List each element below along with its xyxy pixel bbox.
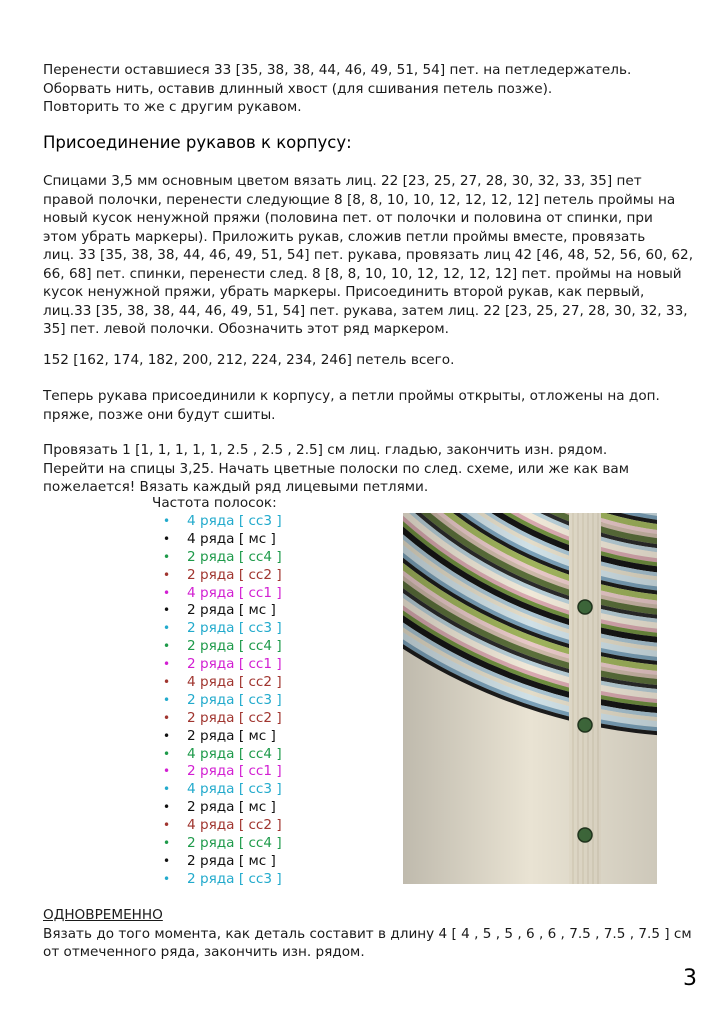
stripe-row bbox=[163, 674, 282, 692]
stripe-row bbox=[163, 602, 282, 620]
stripe-row-text: 2 ряда [ cc3 ] bbox=[187, 870, 282, 887]
bullet-icon: • bbox=[163, 710, 171, 725]
stripe-row bbox=[163, 620, 282, 638]
stripe-row-text: 2 ряда [ cc1 ] bbox=[187, 656, 282, 673]
stripe-row bbox=[163, 692, 282, 710]
text-line: кусок ненужной пряжи, убрать маркеры. Присоединить второй рукав, как первый, bbox=[43, 284, 645, 300]
stripe-row-text: 4 ряда [ cc2 ] bbox=[187, 817, 282, 834]
stripe-row-text: 4 ряда [ cc3 ] bbox=[187, 513, 282, 529]
intro-paragraph bbox=[43, 61, 693, 117]
bullet-icon: • bbox=[163, 818, 171, 833]
stripe-row bbox=[163, 799, 282, 817]
text-line: 66, 68] пет. спинки, перенести след. 8 [8, 8, 10, 10, 12, 12, 12, 12] пет. проймы на новый bbox=[43, 265, 682, 282]
bullet-icon: • bbox=[163, 657, 171, 672]
bullet-icon: • bbox=[163, 871, 171, 886]
stripe-row-text: 2 ряда [ мс ] bbox=[187, 799, 276, 816]
stripe-row-text: 4 ряда [ cc4 ] bbox=[187, 745, 282, 762]
stripe-row bbox=[163, 567, 282, 585]
stripe-row bbox=[163, 817, 282, 835]
simultaneously-heading: ОДНОВРЕМЕННО bbox=[43, 907, 163, 923]
page-number: 3 bbox=[683, 966, 697, 991]
text-line: Теперь рукава присоединили к корпусу, а петли проймы открыты, отложены на доп. bbox=[43, 388, 660, 404]
stripe-row bbox=[163, 656, 282, 674]
text-line: Повторить то же с другим рукавом. bbox=[43, 99, 302, 115]
bullet-icon: • bbox=[163, 782, 171, 797]
section-heading: Присоединение рукавов к корпусу: bbox=[43, 133, 352, 152]
text-line: Вязать до того момента, как деталь составит в длину 4 [ 4 , 5 , 5 , 6 , 6 , 7.5 , 7.5 , 7.5 ] см bbox=[43, 925, 692, 942]
stripe-row-text: 2 ряда [ cc4 ] bbox=[187, 548, 282, 565]
bullet-icon: • bbox=[163, 549, 171, 564]
simultaneously-section bbox=[43, 906, 693, 962]
text-line: правой полочки, перенести следующие 8 [8, 8, 10, 10, 12, 12, 12, 12] петель проймы на bbox=[43, 191, 676, 208]
text-line: новый кусок ненужной пряжи (половина пет. от полочки и половина от спинки, при bbox=[43, 210, 653, 226]
stripe-row-text: 2 ряда [ cc2 ] bbox=[187, 566, 282, 583]
bullet-icon: • bbox=[163, 567, 171, 582]
stripe-row-text: 2 ряда [ cc4 ] bbox=[187, 835, 282, 852]
stripe-row bbox=[163, 549, 282, 567]
sleeves-joined-paragraph bbox=[43, 387, 693, 424]
stripe-row bbox=[163, 585, 282, 603]
stripe-row-text: 4 ряда [ cc3 ] bbox=[187, 781, 282, 798]
stripe-row-text: 4 ряда [ cc2 ] bbox=[187, 674, 282, 691]
stripe-row bbox=[163, 871, 282, 889]
stripe-row bbox=[163, 728, 282, 746]
stripe-row-text: 2 ряда [ cc4 ] bbox=[187, 638, 282, 655]
bullet-icon: • bbox=[163, 675, 171, 690]
bullet-icon: • bbox=[163, 746, 171, 761]
bullet-icon: • bbox=[163, 853, 171, 868]
text-line: от отмеченного ряда, закончить изн. рядом. bbox=[43, 944, 365, 960]
stripe-row bbox=[163, 638, 282, 656]
stripe-row-text: 4 ряда [ мс ] bbox=[187, 530, 276, 547]
text-line: Перенести оставшиеся 33 [35, 38, 38, 44, 46, 49, 51, 54] пет. на петледержатель. bbox=[43, 62, 632, 78]
total-stitches: 152 [162, 174, 182, 200, 212, 224, 234, 246] петель всего. bbox=[43, 352, 455, 368]
bullet-icon: • bbox=[163, 621, 171, 636]
bullet-icon: • bbox=[163, 728, 171, 743]
bullet-icon: • bbox=[163, 692, 171, 707]
text-line: Перейти на спицы 3,25. Начать цветные полоски по след. схеме, или же как вам bbox=[43, 460, 630, 477]
stripe-row bbox=[163, 513, 282, 531]
stripe-row-text: 2 ряда [ cc1 ] bbox=[187, 763, 282, 780]
text-line: пряже, позже они будут сшиты. bbox=[43, 406, 276, 423]
stripe-row bbox=[163, 781, 282, 799]
stripe-row-text: 2 ряда [ мс ] bbox=[187, 602, 276, 619]
text-line: этом убрать маркеры). Приложить рукав, сложив петли проймы вместе, провязать bbox=[43, 228, 646, 245]
text-line: лиц.33 [35, 38, 38, 44, 46, 49, 51, 54] пет. рукава, затем лиц. 22 [23, 25, 27, 28, 30, 32, 33, bbox=[43, 302, 688, 319]
bullet-icon: • bbox=[163, 764, 171, 779]
bullet-icon: • bbox=[163, 514, 171, 528]
bullet-icon: • bbox=[163, 603, 171, 618]
stripe-row-text: 4 ряда [ cc1 ] bbox=[187, 584, 282, 601]
stripe-row-text: 2 ряда [ cc3 ] bbox=[187, 620, 282, 637]
stripe-frequency-title: Частота полосок: bbox=[152, 495, 277, 511]
stripe-row bbox=[163, 531, 282, 549]
text-line: 35] пет. левой полочки. Обозначить этот ряд маркером. bbox=[43, 321, 449, 337]
stripe-row bbox=[163, 835, 282, 853]
stripe-frequency-list bbox=[163, 513, 282, 889]
bullet-icon: • bbox=[163, 800, 171, 815]
text-line: лиц. 33 [35, 38, 38, 44, 46, 49, 51, 54] пет. рукава, провязать лиц 42 [46, 48, 52, 56, 60, 62, bbox=[43, 247, 694, 263]
text-line: Провязать 1 [1, 1, 1, 1, 1, 2.5 , 2.5 , 2.5] см лиц. гладью, закончить изн. рядом. bbox=[43, 442, 608, 458]
stripe-row bbox=[163, 763, 282, 781]
bullet-icon: • bbox=[163, 836, 171, 851]
bullet-icon: • bbox=[163, 531, 171, 546]
text-line: Спицами 3,5 мм основным цветом вязать лиц. 22 [23, 25, 27, 28, 30, 32, 33, 35] пет bbox=[43, 173, 642, 189]
stripe-row-text: 2 ряда [ мс ] bbox=[187, 852, 276, 869]
stripe-row bbox=[163, 853, 282, 871]
bullet-icon: • bbox=[163, 639, 171, 654]
stripe-row-text: 2 ряда [ cc3 ] bbox=[187, 691, 282, 708]
stripe-row bbox=[163, 710, 282, 728]
stripe-row-text: 2 ряда [ cc2 ] bbox=[187, 709, 282, 726]
bullet-icon: • bbox=[163, 585, 171, 600]
joining-paragraph bbox=[43, 172, 693, 339]
stripe-row bbox=[163, 746, 282, 764]
text-line: пожелается! Вязать каждый ряд лицевыми петлями. bbox=[43, 479, 429, 495]
stripe-row-text: 2 ряда [ мс ] bbox=[187, 727, 276, 744]
knit-more-paragraph bbox=[43, 441, 693, 497]
text-line: Оборвать нить, оставив длинный хвост (для сшивания петель позже). bbox=[43, 80, 553, 97]
cardigan-photo bbox=[403, 513, 657, 884]
